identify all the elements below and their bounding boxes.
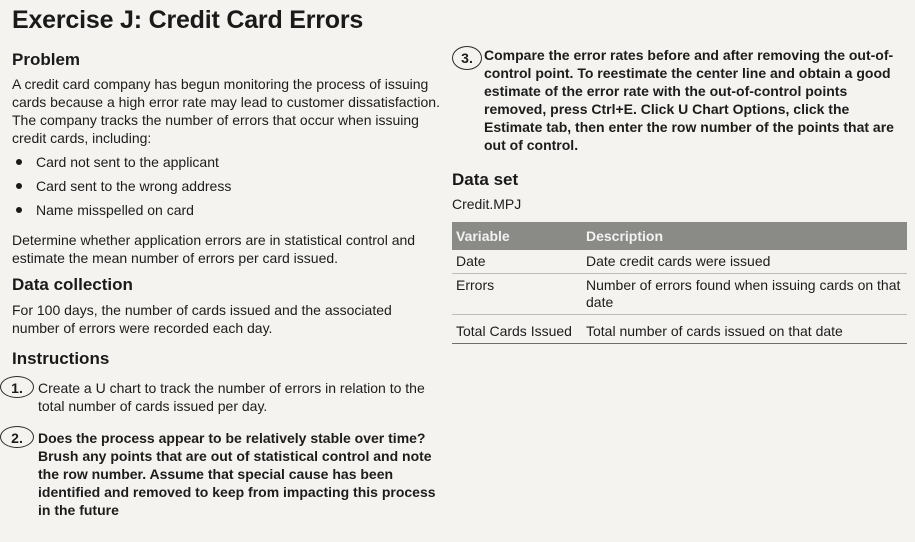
step-number-circle: 1. bbox=[0, 376, 34, 398]
list-item: Card sent to the wrong address bbox=[12, 177, 440, 195]
page-title: Exercise J: Credit Card Errors bbox=[12, 6, 364, 34]
problem-goal-text: Determine whether application errors are in statistical control and estimate the mean number of errors per card issued. bbox=[12, 232, 416, 266]
description-cell: Total number of cards issued on that date bbox=[582, 315, 907, 344]
bullet-icon bbox=[16, 207, 22, 213]
variables-table bbox=[452, 222, 907, 344]
data-collection-text: For 100 days, the number of cards issued and the associated number of errors were recorded each day. bbox=[12, 302, 392, 336]
data-set-heading: Data set bbox=[452, 170, 519, 189]
variable-cell: Errors bbox=[452, 274, 582, 315]
right-column bbox=[452, 46, 907, 344]
shortcut-key: Ctrl+E bbox=[591, 101, 634, 117]
instruction-item-2: 2. Does the process appear to be relatively stable over time? Brush any points that are out of statistical control and note the row number. Assume that special cause has been identified and removed to keep from impacting this process in the future bbox=[12, 429, 440, 519]
table-header-row bbox=[452, 222, 907, 250]
step-number-circle: 3. bbox=[452, 46, 482, 70]
description-cell: Number of errors found when issuing cards on that date bbox=[582, 274, 907, 315]
step-number-circle: 2. bbox=[0, 426, 34, 448]
variable-cell: Total Cards Issued bbox=[452, 315, 582, 344]
tab-name: Estimate bbox=[484, 119, 543, 135]
error-type-list bbox=[12, 153, 440, 219]
data-set-filename: Credit.MPJ bbox=[452, 196, 522, 212]
list-item: Card not sent to the applicant bbox=[12, 153, 440, 171]
instructions-heading: Instructions bbox=[12, 349, 110, 368]
variable-cell: Date bbox=[452, 250, 582, 274]
description-cell: Date credit cards were issued bbox=[582, 250, 907, 274]
bullet-icon bbox=[16, 159, 22, 165]
menu-command: U Chart Options bbox=[678, 101, 786, 117]
column-header: Variable bbox=[452, 222, 582, 250]
bullet-icon bbox=[16, 183, 22, 189]
column-header: Description bbox=[582, 222, 907, 250]
left-column bbox=[12, 50, 440, 519]
instruction-item-1: 1. Create a U chart to track the number of errors in relation to the total number of cards issued per day. bbox=[12, 379, 440, 415]
list-item: Name misspelled on card bbox=[12, 201, 440, 219]
table-row bbox=[452, 315, 907, 344]
problem-text: A credit card company has begun monitoring the process of issuing cards because a high error rate may lead to customer dissatisfaction. The company tracks the number of errors that occur when issuing credit cards, including: bbox=[12, 76, 440, 146]
problem-heading: Problem bbox=[12, 50, 81, 69]
table-row bbox=[452, 250, 907, 274]
data-collection-heading: Data collection bbox=[12, 275, 133, 294]
table-row bbox=[452, 274, 907, 315]
instruction-item-3: 3. Compare the error rates before and after removing the out-of-control point. To reestimate the center line and obtain a good estimate of the error rate with the out-of-control points removed, press Ctrl+E. Click U Chart Options, click the Estimate tab, then enter the row number of the points that are out of control. bbox=[452, 46, 907, 154]
